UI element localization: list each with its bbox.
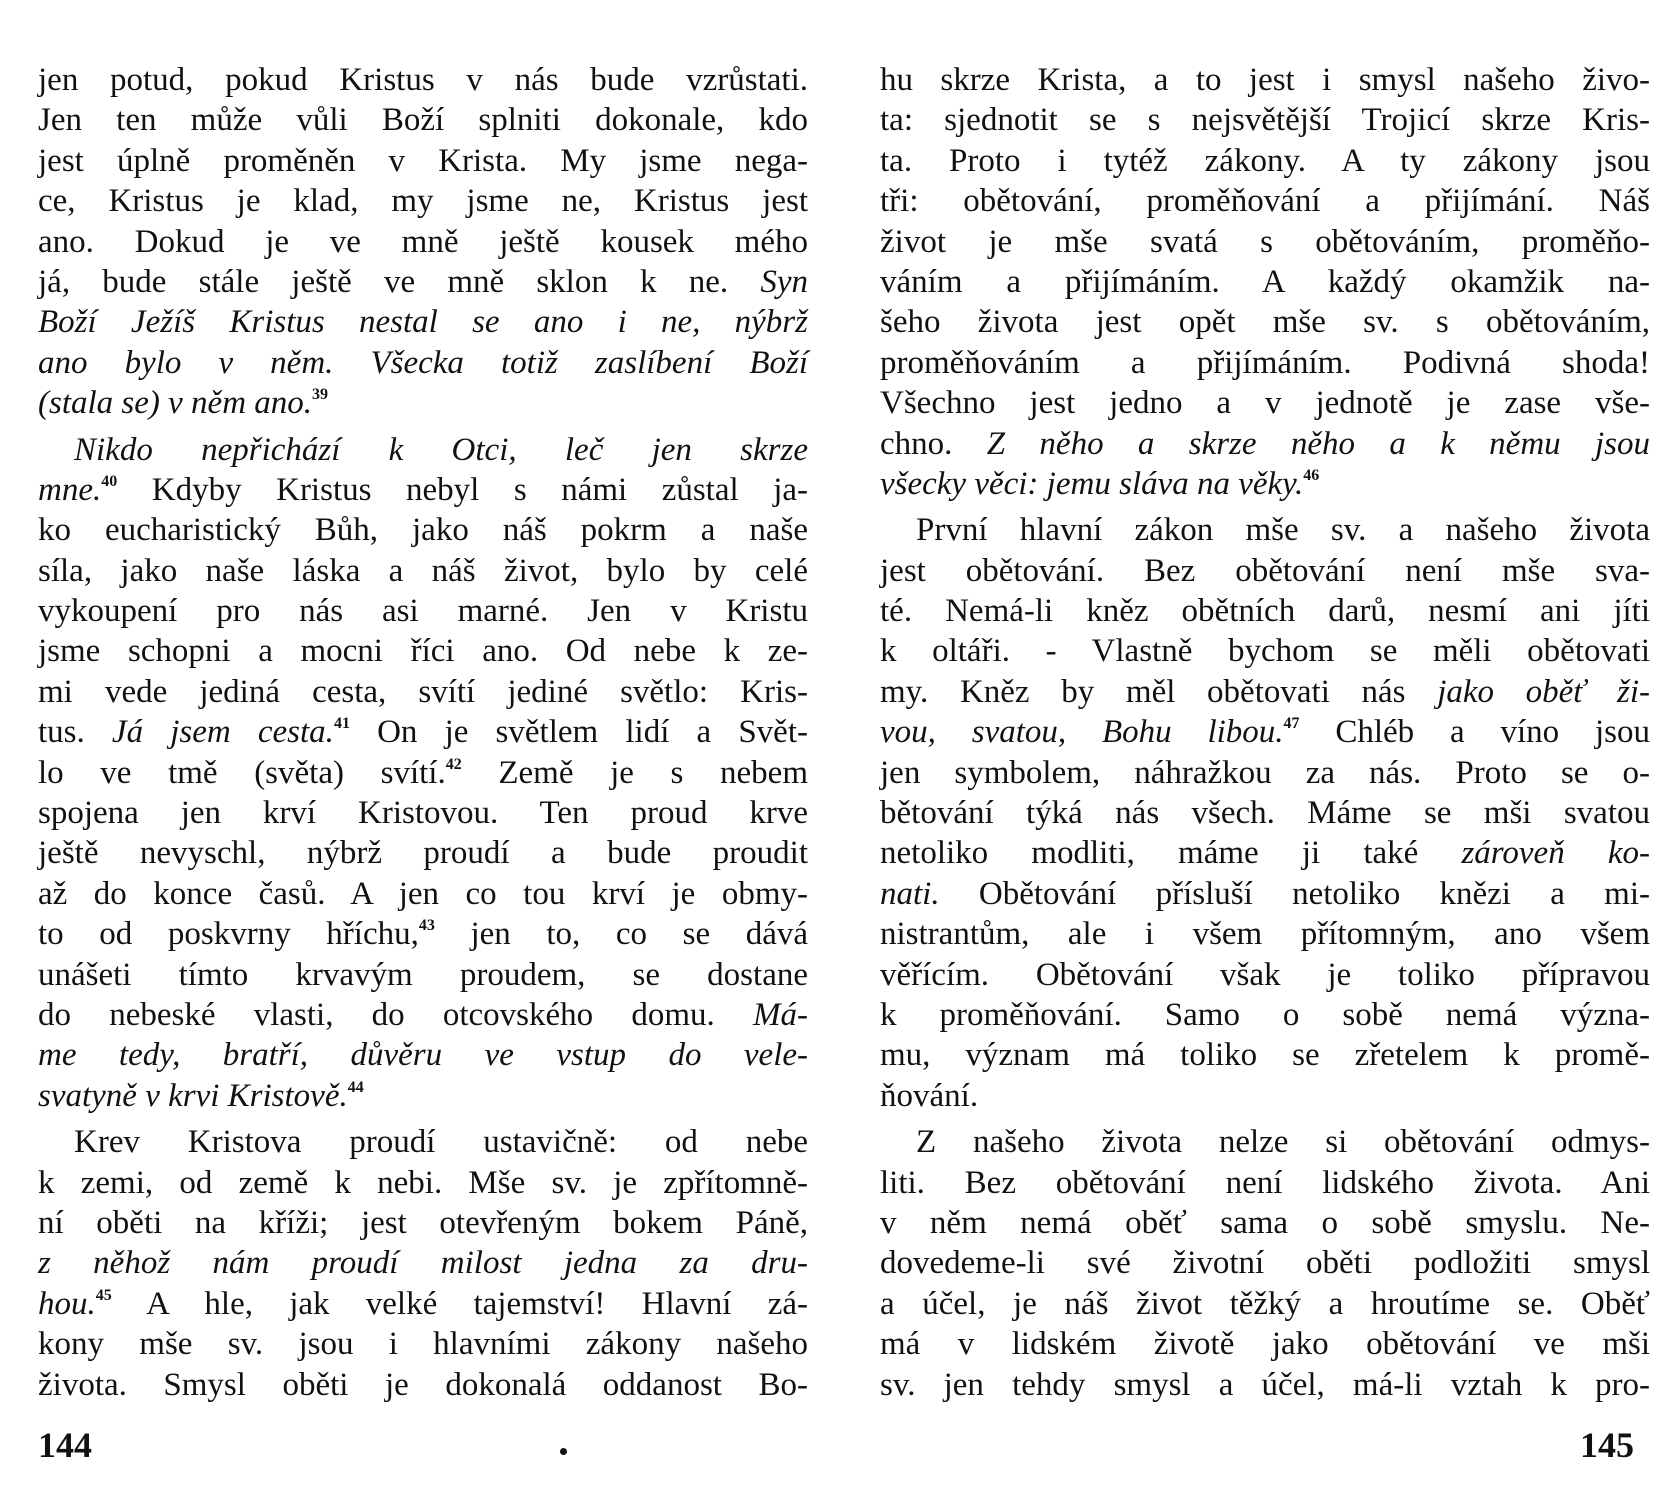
- text-run: Z našeho života nelze si obětování odmys-: [916, 1124, 1650, 1161]
- text-run: sv. jen tehdy smysl a účel, má-li vztah k pro-: [880, 1366, 1650, 1403]
- text-line: [38, 1284, 808, 1324]
- text-line: [38, 1365, 808, 1405]
- text-line: [880, 874, 1650, 914]
- text-line: [38, 995, 808, 1035]
- text-line: [880, 383, 1650, 423]
- text-run: ta. Proto i tytéž zákony. A ty zákony jsou: [880, 142, 1650, 179]
- footnote-marker: 39: [312, 386, 329, 404]
- italic-text: mne.: [38, 471, 102, 508]
- text-line: [38, 955, 808, 995]
- text-run: Krev Kristova proudí ustavičně: od nebe: [74, 1124, 808, 1161]
- italic-text: ano bylo v něm. Všecka totiž zaslíbení Boží: [38, 344, 808, 381]
- text-line: [38, 1203, 808, 1243]
- text-run: ta: sjednotit se s nejsvětější Trojicí skrze Kris-: [880, 102, 1650, 139]
- left-page: [38, 60, 808, 1405]
- text-line: [880, 955, 1650, 995]
- text-run: života. Smysl oběti je dokonalá oddanost Bo-: [38, 1366, 808, 1403]
- text-run: mu, význam má toliko se zřetelem k promě-: [880, 1037, 1650, 1074]
- text-run: já, bude stále ještě ve mně sklon k ne.: [38, 263, 761, 300]
- text-run: unášeti tímto krvavým proudem, se dostane: [38, 956, 808, 993]
- text-run: v něm nemá oběť sama o sobě smyslu. Ne-: [880, 1204, 1650, 1241]
- footnote-marker: 47: [1283, 715, 1300, 733]
- left-page-number: 144: [38, 1425, 92, 1465]
- text-line: [880, 995, 1650, 1035]
- text-run: k oltáři. - Vlastně bychom se měli obětovati: [880, 633, 1650, 670]
- text-line: [38, 141, 808, 181]
- text-line: [880, 1163, 1650, 1203]
- text-line: [880, 141, 1650, 181]
- text-line: [38, 833, 808, 873]
- text-run: Všechno jest jedno a v jednotě je zase vše-: [880, 385, 1650, 422]
- footnote-marker: 40: [101, 472, 118, 490]
- text-line: [38, 302, 808, 342]
- text-line: [38, 1163, 808, 1203]
- italic-text: Boží Ježíš Kristus nestal se ano i ne, nýbrž: [38, 304, 808, 341]
- text-run: té. Nemá-li kněz obětních darů, nesmí ani jíti: [880, 593, 1650, 630]
- text-run: netoliko modliti, máme ji také: [880, 835, 1462, 872]
- text-run: ještě nevyschl, nýbrž proudí a bude proudit: [38, 835, 808, 872]
- italic-text: me tedy, bratří, důvěru ve vstup do vele-: [38, 1037, 808, 1074]
- text-line: [38, 793, 808, 833]
- text-run: k zemi, od země k nebi. Mše sv. je zpřítomně-: [38, 1164, 808, 1201]
- text-run: k proměňování. Samo o sobě nemá význa-: [880, 996, 1650, 1033]
- text-line: [880, 464, 1650, 504]
- text-line: [880, 1365, 1650, 1405]
- text-line: [880, 1284, 1650, 1324]
- text-run: vykoupení pro nás asi marné. Jen v Kristu: [38, 593, 808, 630]
- footnote-marker: 46: [1303, 466, 1320, 484]
- footnote-marker: 44: [347, 1078, 364, 1096]
- text-line: [38, 1076, 808, 1116]
- text-run: a účel, je náš život těžký a hroutíme se. Oběť: [880, 1285, 1650, 1322]
- text-run: tus.: [38, 714, 112, 751]
- text-run: Země je s nebem: [461, 754, 808, 791]
- text-run: A hle, jak velké tajemství! Hlavní zá-: [111, 1285, 808, 1322]
- italic-text: jako oběť ži-: [1437, 673, 1650, 710]
- text-run: jen to, co se dává: [434, 916, 808, 953]
- text-line: [38, 672, 808, 712]
- footnote-marker: 43: [418, 917, 435, 935]
- text-run: On je světlem lidí a Svět-: [349, 714, 808, 751]
- text-line: [880, 343, 1650, 383]
- text-line: [38, 383, 808, 423]
- text-run: kony mše sv. jsou i hlavními zákony našeho: [38, 1326, 808, 1363]
- text-run: proměňováním a přijímáním. Podivná shoda!: [880, 344, 1650, 381]
- text-line: [38, 181, 808, 221]
- text-run: mi vede jediná cesta, svítí jediné světlo: Kris-: [38, 673, 808, 710]
- text-line: [880, 222, 1650, 262]
- text-line: [880, 262, 1650, 302]
- text-line: [880, 712, 1650, 752]
- text-line: [880, 793, 1650, 833]
- text-line: [880, 672, 1650, 712]
- italic-text: (stala se) v něm ano.: [38, 385, 313, 422]
- text-run: věřícím. Obětování však je toliko přípravou: [880, 956, 1650, 993]
- text-line: [880, 424, 1650, 464]
- text-run: Jen ten může vůli Boží splniti dokonale, kdo: [38, 102, 808, 139]
- text-line: [880, 914, 1650, 954]
- italic-text: Já jsem cesta.: [111, 714, 334, 751]
- text-run: dovedeme-li své životní oběti podložiti smysl: [880, 1245, 1650, 1282]
- text-run: síla, jako naše láska a náš život, bylo by celé: [38, 552, 808, 589]
- right-page-number: 145: [1580, 1425, 1634, 1465]
- text-line: [880, 60, 1650, 100]
- text-line: [38, 631, 808, 671]
- italic-text: Z něho a skrze něho a k němu jsou: [986, 425, 1650, 462]
- text-run: První hlavní zákon mše sv. a našeho života: [916, 512, 1650, 549]
- italic-text: vou, svatou, Bohu libou.: [880, 714, 1284, 751]
- text-line: [38, 551, 808, 591]
- text-run: Chléb a víno jsou: [1299, 714, 1650, 751]
- text-run: ko eucharistický Bůh, jako náš pokrm a naše: [38, 512, 808, 549]
- italic-text: všecky věci: jemu sláva na věky.: [880, 465, 1304, 502]
- text-run: ní oběti na kříži; jest otevřeným bokem Páně,: [38, 1204, 808, 1241]
- text-run: Kdyby Kristus nebyl s námi zůstal ja-: [117, 471, 808, 508]
- text-run: jen potud, pokud Kristus v nás bude vzrůstati.: [38, 62, 808, 98]
- text-run: nistrantům, ale i všem přítomným, ano všem: [880, 916, 1650, 953]
- text-run: ano. Dokud je ve mně ještě kousek mého: [38, 223, 808, 260]
- text-line: [38, 712, 808, 752]
- text-run: Obětování přísluší netoliko knězi a mi-: [939, 875, 1650, 912]
- text-run: ňování.: [880, 1077, 979, 1114]
- text-run: do nebeské vlasti, do otcovského domu.: [38, 996, 754, 1033]
- text-line: [38, 1122, 808, 1162]
- footnote-marker: 45: [95, 1286, 112, 1304]
- text-line: [38, 470, 808, 510]
- text-line: [880, 833, 1650, 873]
- text-line: [880, 1324, 1650, 1364]
- italic-text: svatyně v krvi Kristově.: [38, 1077, 348, 1114]
- text-run: váním a přijímáním. A každý okamžik na-: [880, 263, 1650, 300]
- text-run: lo ve tmě (světa) svítí.: [38, 754, 446, 791]
- text-line: [38, 591, 808, 631]
- text-run: jen symbolem, náhražkou za nás. Proto se o-: [880, 754, 1650, 791]
- text-line: [880, 591, 1650, 631]
- text-line: [38, 100, 808, 140]
- text-line: [38, 1243, 808, 1283]
- center-dot-ornament: [560, 1448, 567, 1455]
- text-line: [880, 631, 1650, 671]
- footnote-marker: 41: [333, 715, 350, 733]
- text-run: jsme schopni a mocni říci ano. Od nebe k ze-: [38, 633, 808, 670]
- text-line: [880, 510, 1650, 550]
- text-line: [38, 510, 808, 550]
- italic-text: hou.: [38, 1285, 96, 1322]
- italic-text: z něhož nám proudí milost jedna za dru-: [38, 1245, 808, 1282]
- text-line: [880, 1122, 1650, 1162]
- text-line: [880, 1243, 1650, 1283]
- text-run: my. Kněz by měl obětovati nás: [880, 673, 1438, 710]
- text-line: [38, 262, 808, 302]
- text-run: chno.: [880, 425, 987, 462]
- footnote-marker: 42: [445, 755, 462, 773]
- text-line: [38, 60, 808, 100]
- italic-text: Nikdo nepřichází k Otci, leč jen skrze: [74, 431, 808, 468]
- text-line: [38, 343, 808, 383]
- text-run: spojena jen krví Kristovou. Ten proud krve: [38, 795, 808, 832]
- text-run: jest úplně proměněn v Krista. My jsme nega-: [38, 142, 808, 179]
- text-line: [880, 551, 1650, 591]
- text-line: [38, 1324, 808, 1364]
- italic-text: Syn: [760, 263, 808, 300]
- text-line: [38, 753, 808, 793]
- italic-text: nati.: [880, 875, 940, 912]
- text-run: bětování týká nás všech. Máme se mši svatou: [880, 795, 1650, 832]
- text-run: život je mše svatá s obětováním, proměňo-: [880, 223, 1650, 260]
- text-line: [38, 874, 808, 914]
- text-line: [880, 181, 1650, 221]
- text-run: šeho života jest opět mše sv. s obětováním,: [880, 304, 1650, 341]
- right-page: [880, 60, 1650, 1405]
- text-line: [38, 430, 808, 470]
- text-line: [880, 100, 1650, 140]
- text-line: [880, 753, 1650, 793]
- text-line: [38, 1035, 808, 1075]
- italic-text: zároveň ko-: [1461, 835, 1650, 872]
- text-run: jest obětování. Bez obětování není mše sva-: [880, 552, 1650, 589]
- text-line: [880, 1035, 1650, 1075]
- text-line: [38, 914, 808, 954]
- text-run: až do konce časů. A jen co tou krví je obmy-: [38, 875, 808, 912]
- text-run: ce, Kristus je klad, my jsme ne, Kristus jest: [38, 183, 808, 220]
- text-line: [38, 222, 808, 262]
- text-run: tři: obětování, proměňování a přijímání. Náš: [880, 183, 1650, 220]
- text-run: liti. Bez obětování není lidského života. Ani: [880, 1164, 1650, 1201]
- text-line: [880, 302, 1650, 342]
- text-run: hu skrze Krista, a to jest i smysl našeho živo-: [880, 62, 1650, 98]
- text-run: to od poskvrny hříchu,: [38, 916, 419, 953]
- text-line: [880, 1076, 1650, 1116]
- italic-text: Má-: [753, 996, 808, 1033]
- text-run: má v lidském životě jako obětování ve mši: [880, 1326, 1650, 1363]
- text-line: [880, 1203, 1650, 1243]
